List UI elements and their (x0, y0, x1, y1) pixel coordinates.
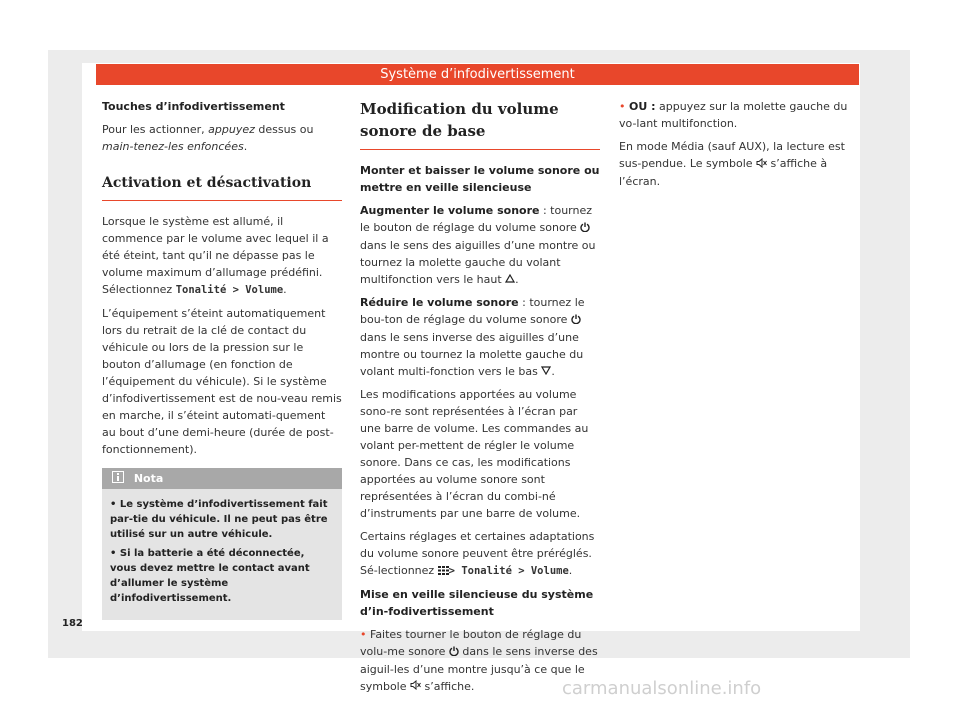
triangle-up-icon (505, 271, 515, 288)
subheading-mute: Mise en veille silencieuse du système d’in-fodivertissement (360, 588, 594, 618)
paragraph-decrease: Réduire le volume sonore : tournez le bou-ton de réglage du volume sonore dans le sens inverse des aiguilles d’une montre ou tournez la molette gauche du volant multi-fonction vers le bas . (360, 294, 600, 380)
watermark[interactable]: carmanualsonline.info (562, 678, 762, 699)
page-number: 182 (62, 618, 83, 629)
subheading-volume: Monter et baisser le volume sonore ou mettre en veille silencieuse (360, 164, 600, 194)
note-box (102, 468, 342, 620)
section-title-volume: Modification du volume sonore de base (360, 98, 600, 150)
mute-icon (410, 678, 421, 695)
page-header: Système d’infodivertissement (96, 64, 859, 85)
heading-touches: Touches d’infodivertissement (102, 100, 285, 113)
note-header (102, 468, 342, 489)
paragraph-mute: • Faites tourner le bouton de réglage du volu-me sonore dans le sens inverse des aiguil-les d’une montre jusqu’à ce que le symbole s’affiche. (360, 626, 600, 695)
column-1 (102, 98, 342, 620)
paragraph-or: • OU : appuyez sur la molette gauche du vo-lant multifonction. (619, 100, 848, 130)
note-title: Nota (133, 472, 164, 485)
mute-icon (756, 156, 767, 173)
note-item: • Le système d’infodivertissement fait par-tie du véhicule. Il ne peut pas être utilisé sur un autre véhicule. (110, 499, 328, 540)
column-2 (360, 98, 600, 701)
info-icon (112, 469, 124, 490)
power-knob-icon (571, 312, 581, 329)
menu-grid-icon (438, 563, 449, 580)
paragraph-increase: Augmenter le volume sonore : tournez le bouton de réglage du volume sonore dans le sens des aiguilles d’une montre ou tournez la molette gauche du volant multifonction vers le haut . (360, 202, 600, 288)
power-knob-icon (449, 644, 459, 661)
paragraph-touches: Pour les actionner, appuyez dessus ou main-tenez-les enfoncées. (102, 123, 314, 153)
paragraph-activation: Lorsque le système est allumé, il commence par le volume avec lequel il a été éteint, tant qu’il ne dépasse pas le volume maximum d’allumage prédéfini. Sélectionnez Tonalité > Volume. (102, 215, 329, 296)
paragraph-media: En mode Média (sauf AUX), la lecture est sus-pendue. Le symbole s’affiche à l’écran. (619, 140, 845, 188)
note-item: • Si la batterie a été déconnectée, vous devez mettre le contact avant d’allumer le système d’infodivertissement. (110, 548, 310, 604)
paragraph-auto-off: L’équipement s’éteint automatiquement lors du retrait de la clé de contact du véhicule ou lors de la pression sur le bouton d’allumage (en fonction de l’équipement du véhicule). Si le système d’infodivertissement est de nou-veau remis en marche, il s’éteint automati-quement au bout d’une demi-heure (durée de post-fonctionnement). (102, 307, 342, 456)
triangle-down-icon (541, 363, 551, 380)
section-title-activation: Activation et désactivation (102, 173, 342, 201)
note-body (102, 489, 342, 620)
paragraph-presets: Certains réglages et certaines adaptations du volume sonore peuvent être préréglés. Sé-lectionnez > Tonalité > Volume. (360, 528, 600, 580)
column-3 (619, 98, 859, 196)
paragraph-volume-bar: Les modifications apportées au volume sono-re sont représentées à l’écran par une barre de volume. Les commandes au volant per-mettent de régler le volume sonore. Dans ce cas, les modifications apportées au volume sonore sont représentées à l’écran du combi-né d’instruments par une barre de volume. (360, 388, 589, 520)
power-knob-icon (580, 220, 590, 237)
